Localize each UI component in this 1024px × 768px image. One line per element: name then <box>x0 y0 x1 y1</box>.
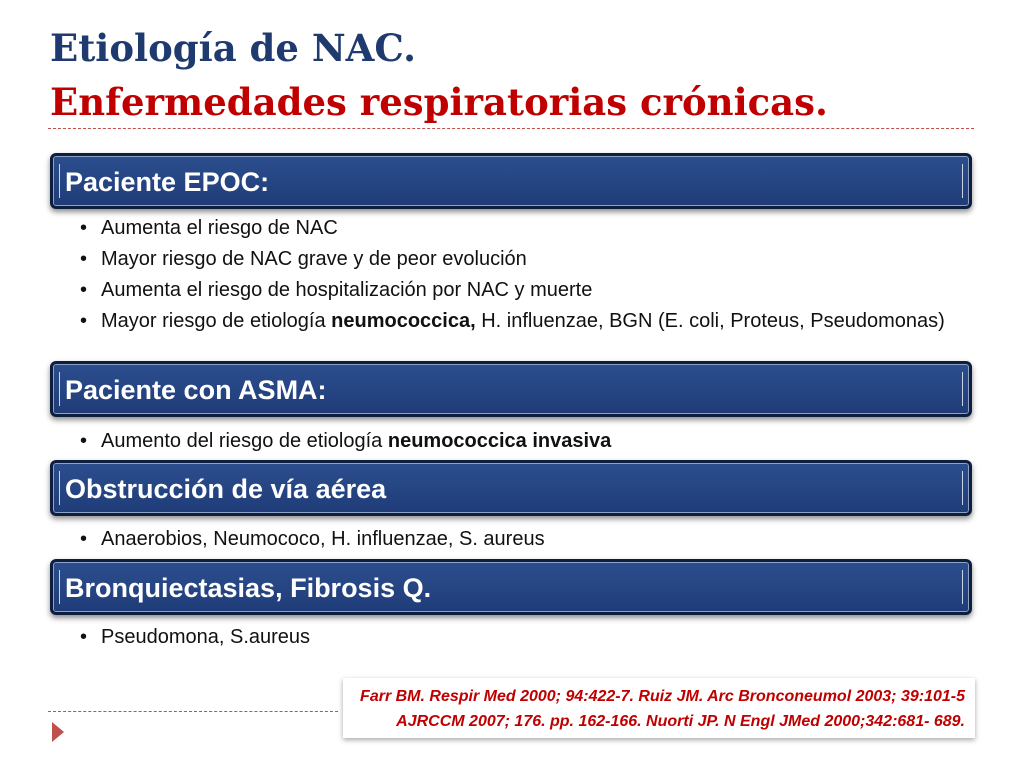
list-item: • Anaerobios, Neumococo, H. influenzae, S. aureus <box>80 524 960 555</box>
title-divider <box>48 128 974 129</box>
obstruccion-bullet-list <box>80 524 960 555</box>
bullet-text: H. influenzae, BGN (E. coli, Proteus, Pseudomonas) <box>475 310 945 332</box>
epoc-bullet-list <box>80 213 960 333</box>
bullet-text: Aumento del riesgo de etiología <box>101 430 388 452</box>
section-header-label: Bronquiectasias, Fibrosis Q. <box>65 573 432 603</box>
footer-divider <box>48 711 338 712</box>
section-header-label: Obstrucción de vía aérea <box>65 474 387 504</box>
play-arrow-icon <box>52 722 64 742</box>
bullet-bold-text: neumococcica invasiva <box>387 430 612 452</box>
reference-line: Farr BM. Respir Med 2000; 94:422-7. Ruiz JM. Arc Bronconeumol 2003; 39:101-5 <box>360 688 965 705</box>
bronquiectasias-bullet-list <box>80 622 960 653</box>
section-header-bronquiectasias <box>50 559 972 615</box>
list-item: • Pseudomona, S.aureus <box>80 622 960 653</box>
bullet-bold-text: neumococcica, <box>331 310 476 332</box>
section-header-obstruccion <box>50 460 972 516</box>
list-item: • Aumenta el riesgo de hospitalización por NAC y muerte <box>80 275 960 306</box>
list-item <box>80 426 960 457</box>
list-item: • Mayor riesgo de NAC grave y de peor evolución <box>80 244 960 275</box>
section-header-epoc <box>50 153 972 209</box>
bullet-text: Mayor riesgo de etiología <box>101 310 332 332</box>
slide-title-line2: Enfermedades respiratorias crónicas. <box>50 80 828 124</box>
section-header-label: Paciente EPOC: <box>65 167 270 197</box>
section-header-label: Paciente con ASMA: <box>65 375 327 405</box>
list-item: • Aumenta el riesgo de NAC <box>80 213 960 244</box>
slide-title-line1: Etiología de NAC. <box>50 26 417 70</box>
section-header-asma <box>50 361 972 417</box>
asma-bullet-list <box>80 426 960 457</box>
references-box <box>343 678 975 738</box>
reference-line: AJRCCM 2007; 176. pp. 162-166. Nuorti JP. N Engl JMed 2000;342:681- 689. <box>396 713 965 730</box>
list-item <box>80 310 960 333</box>
